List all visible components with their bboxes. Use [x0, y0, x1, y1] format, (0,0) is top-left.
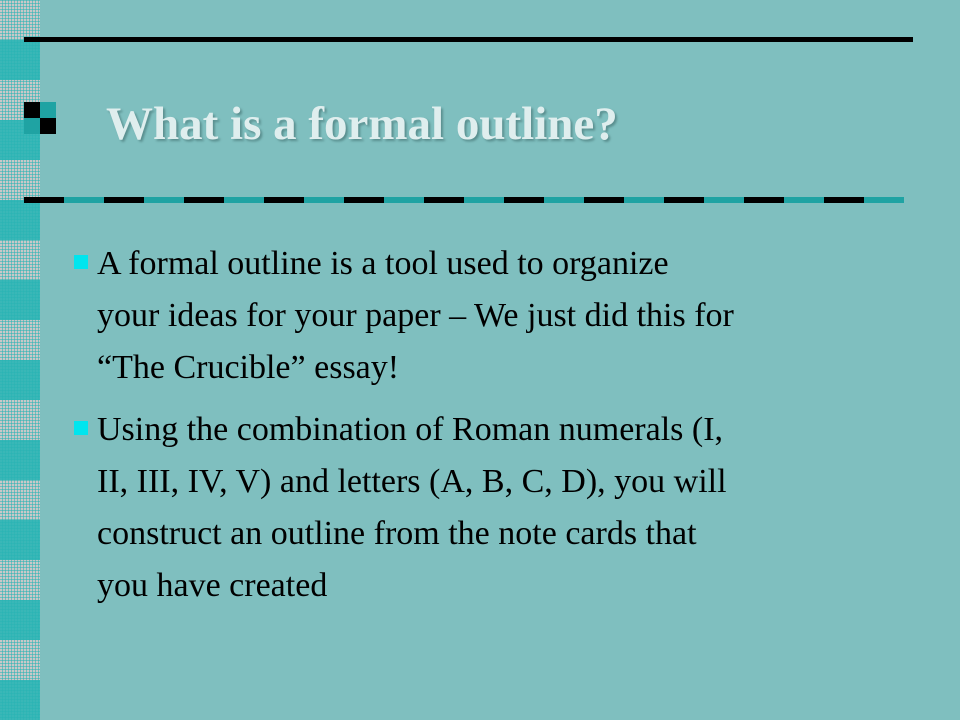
- bullet-line: construct an outline from the note cards that: [97, 515, 697, 552]
- bullet-line: A formal outline is a tool used to organize: [97, 245, 669, 282]
- square-bullet-icon: [74, 255, 88, 269]
- square-bullet-icon: [74, 421, 88, 435]
- dashed-divider: [24, 197, 904, 203]
- bullet-item: [74, 238, 914, 394]
- bullet-line: your ideas for your paper – We just did this for: [97, 297, 734, 334]
- bullet-item: [74, 404, 914, 612]
- checkered-square-icon: [24, 102, 56, 134]
- bullet-line: “The Crucible” essay!: [97, 349, 400, 386]
- slide-title: What is a formal outline?: [106, 98, 618, 150]
- bullet-line: you have created: [97, 567, 328, 604]
- bullet-line: II, III, IV, V) and letters (A, B, C, D), you will: [97, 463, 727, 500]
- top-rule: [24, 37, 913, 42]
- bullet-line: Using the combination of Roman numerals (I,: [97, 411, 724, 448]
- bullet-list: [74, 238, 914, 622]
